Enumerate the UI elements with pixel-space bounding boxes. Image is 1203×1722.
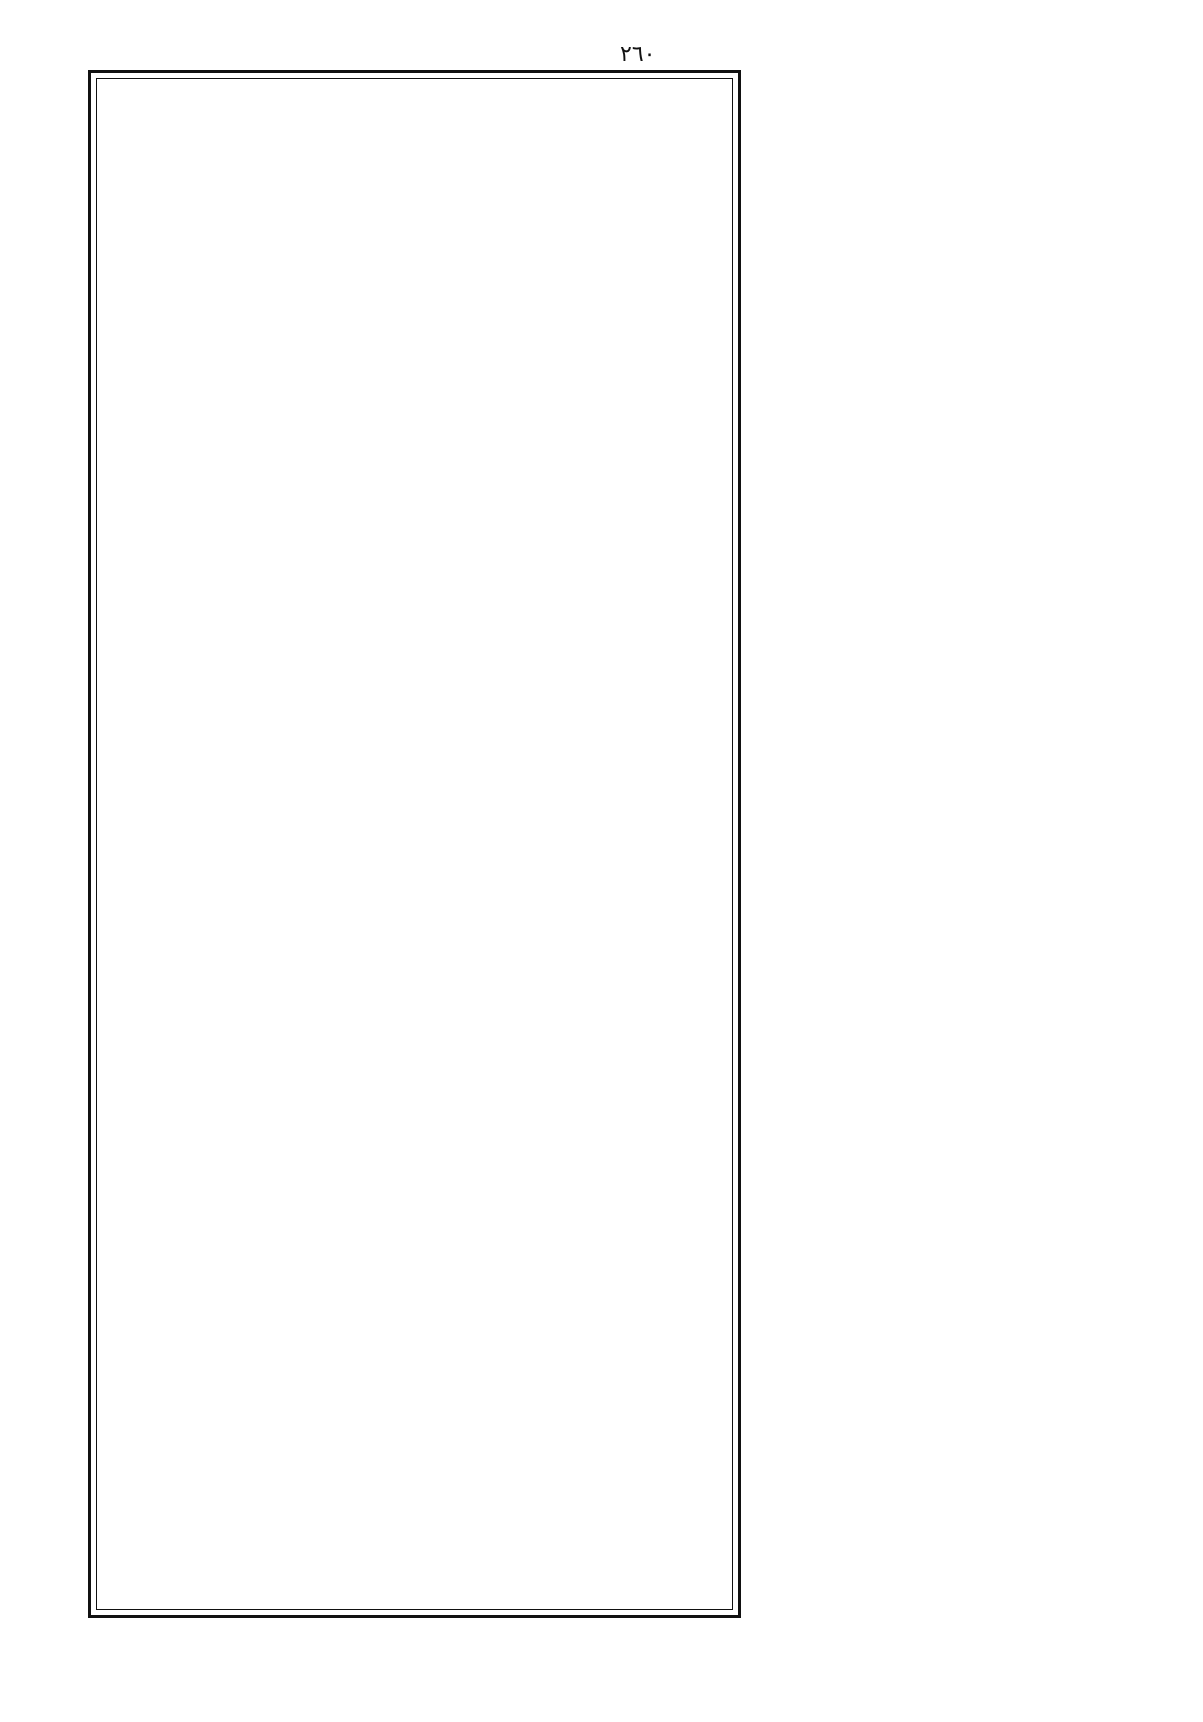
page-number: ٢٦٠ <box>620 42 656 67</box>
